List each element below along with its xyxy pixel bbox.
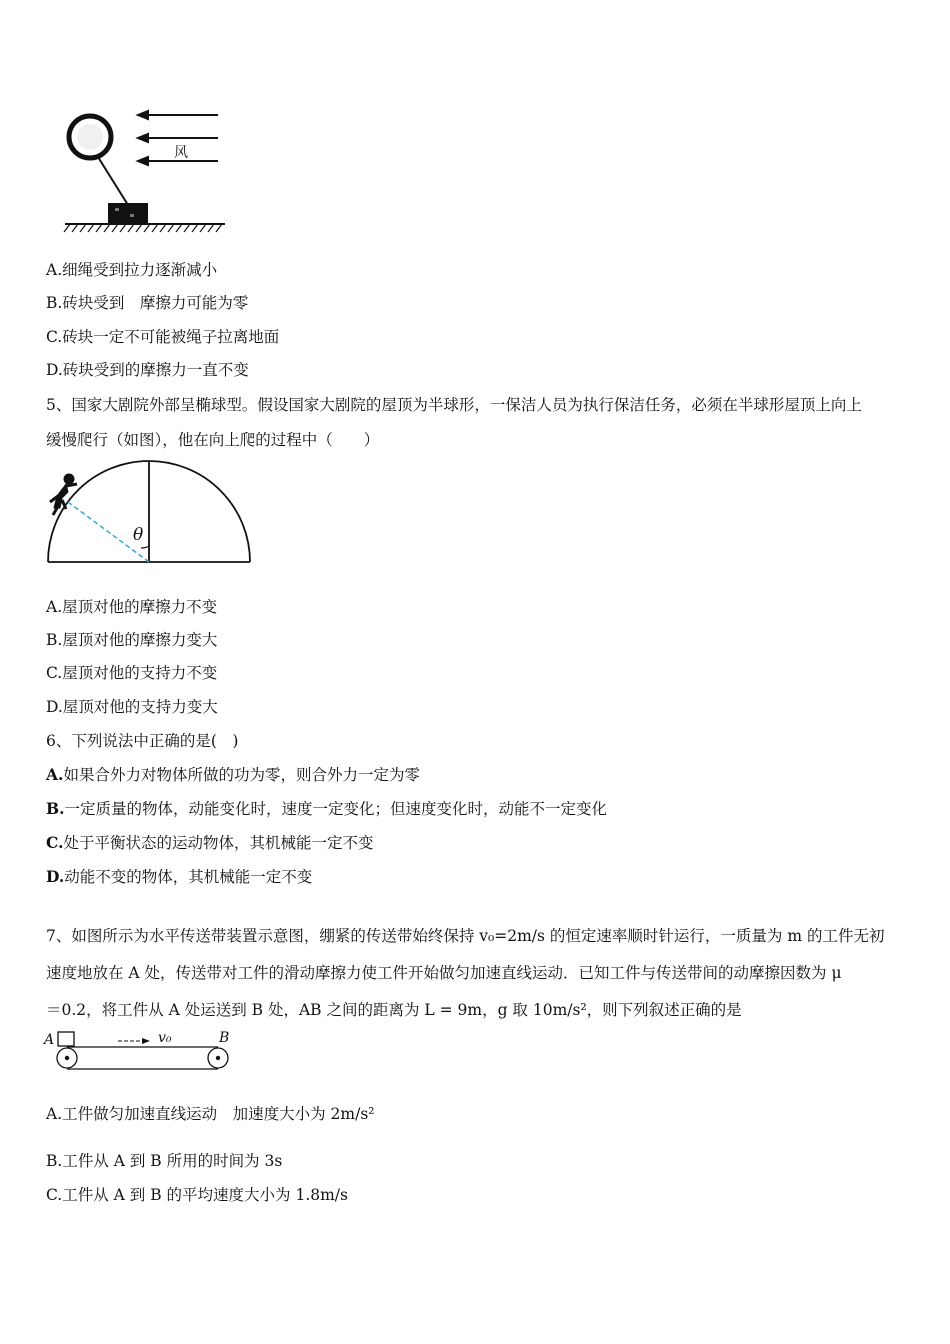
label-a: A bbox=[44, 1032, 55, 1048]
q6-stem: 6、下列说法中正确的是( ) bbox=[46, 732, 239, 750]
conveyor-belt-figure bbox=[44, 1028, 244, 1078]
q6-option-b-text: 一定质量的物体，动能变化时，速度一定变化；但速度变化时，动能不一定变化 bbox=[64, 800, 608, 818]
q5-option-a: A.屋顶对他的摩擦力不变 bbox=[46, 598, 218, 616]
q6-option-b bbox=[46, 799, 607, 819]
balloon-wind-figure bbox=[60, 105, 230, 240]
q6-option-d-text: 动能不变的物体，其机械能一定不变 bbox=[64, 868, 313, 886]
q7-stem-line1: 7、如图所示为水平传送带装置示意图，绷紧的传送带始终保持 v₀=2m/s 的恒定速率顺时针运行，一质量为 m 的工件无初 bbox=[46, 927, 885, 945]
q7-stem-line3: ＝0.2，将工件从 A 处运送到 B 处，AB 之间的距离为 L = 9m，g 取 10m/s²，则下列叙述正确的是 bbox=[46, 1001, 742, 1019]
q7-option-c: C.工件从 A 到 B 的平均速度大小为 1.8m/s bbox=[46, 1186, 348, 1204]
q4-option-b: B.砖块受到 摩擦力可能为零 bbox=[46, 294, 249, 312]
q6-option-a-text: 如果合外力对物体所做的功为零，则合外力一定为零 bbox=[63, 766, 420, 784]
q6-option-b-letter: B. bbox=[46, 799, 65, 818]
q4-option-c: C.砖块一定不可能被绳子拉离地面 bbox=[46, 328, 280, 346]
q4-option-a: A.细绳受到拉力逐渐减小 bbox=[46, 261, 218, 279]
q6-option-d bbox=[46, 867, 312, 887]
hemisphere-figure bbox=[44, 462, 254, 567]
q6-option-c-text: 处于平衡状态的运动物体，其机械能一定不变 bbox=[63, 834, 374, 852]
q6-option-d-letter: D. bbox=[46, 867, 65, 886]
q5-option-b: B.屋顶对他的摩擦力变大 bbox=[46, 631, 218, 649]
q6-option-c-letter: C. bbox=[46, 833, 64, 852]
label-v0: v₀ bbox=[158, 1030, 172, 1046]
wind-label: 风 bbox=[174, 145, 188, 161]
q5-option-c: C.屋顶对他的支持力不变 bbox=[46, 664, 218, 682]
q6-option-a bbox=[46, 765, 420, 785]
q7-option-a: A.工件做匀加速直线运动 加速度大小为 2m/s² bbox=[46, 1105, 375, 1123]
q5-stem-line2: 缓慢爬行（如图），他在向上爬的过程中（ ） bbox=[46, 431, 380, 449]
q7-option-b: B.工件从 A 到 B 所用的时间为 3s bbox=[46, 1152, 283, 1170]
q5-stem-line1: 5、国家大剧院外部呈椭球型。假设国家大剧院的屋顶为半球形，一保洁人员为执行保洁任务，必须在半球形屋顶上向上 bbox=[46, 396, 862, 414]
workpiece bbox=[58, 1032, 74, 1046]
angle-theta-label: θ bbox=[133, 525, 144, 545]
q5-option-d: D.屋顶对他的支持力变大 bbox=[46, 698, 218, 716]
label-b: B bbox=[219, 1030, 230, 1046]
q4-option-d: D.砖块受到的摩擦力一直不变 bbox=[46, 361, 249, 379]
q6-option-a-letter: A. bbox=[46, 765, 64, 784]
q6-option-c bbox=[46, 833, 373, 853]
q7-stem-line2: 速度地放在 A 处，传送带对工件的滑动摩擦力使工件开始做匀加速直线运动．已知工件与传送带间的动摩擦因数为 μ bbox=[46, 964, 842, 982]
